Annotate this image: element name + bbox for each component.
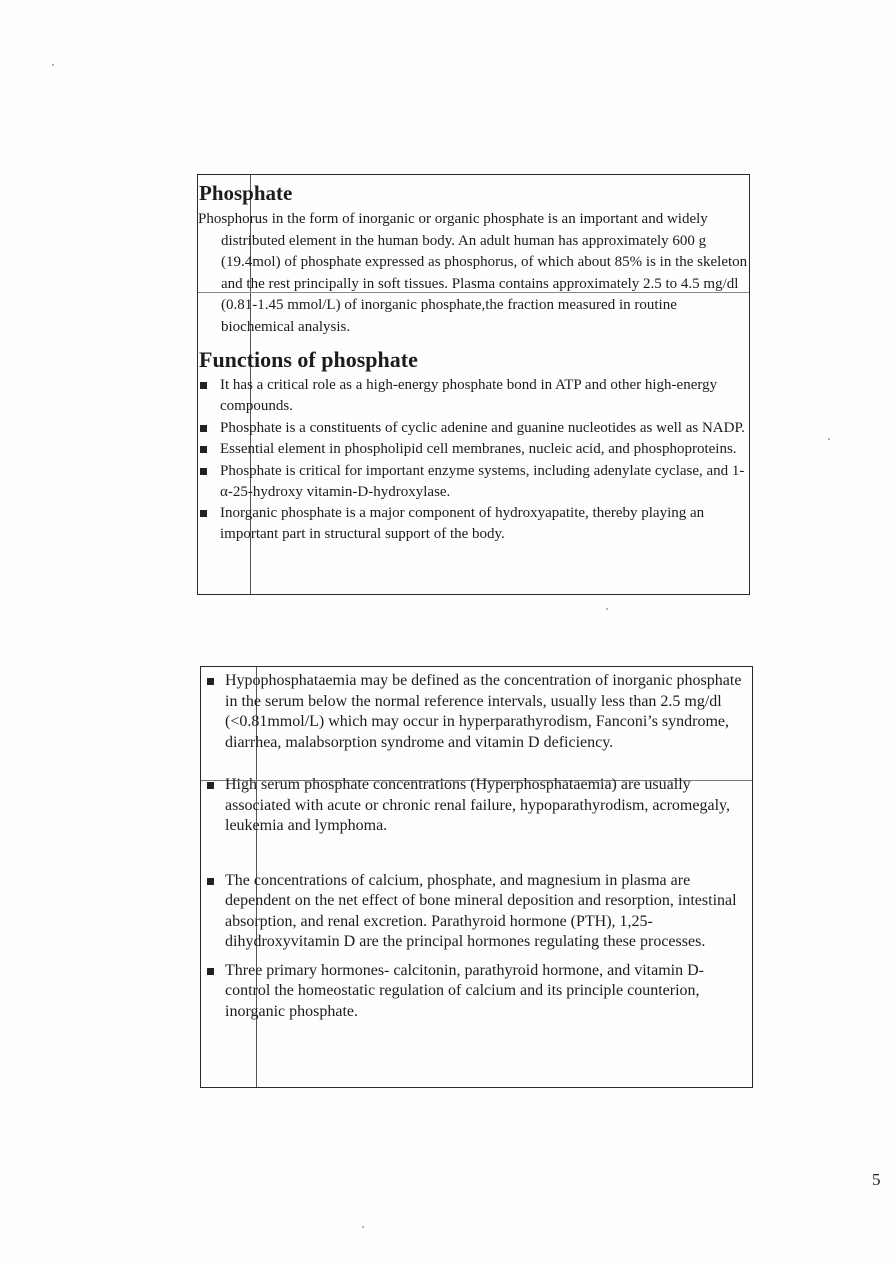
scan-line (198, 292, 749, 293)
bullet-square-icon (200, 382, 207, 389)
slide-phosphate (197, 174, 750, 595)
scan-speck (362, 1226, 364, 1228)
list-item: It has a critical role as a high-energy phosphate bond in ATP and other high-energy compounds. (198, 375, 746, 417)
bullet-square-icon (200, 468, 207, 475)
functions-list (198, 375, 746, 546)
bullet-square-icon (200, 425, 207, 432)
bullet-square-icon (207, 782, 214, 789)
page-number: 5 (872, 1170, 881, 1189)
list-item: Three primary hormones- calcitonin, parathyroid hormone, and vitamin D- control the homeostatic regulation of calcium and its principle counterion, inorganic phosphate. (201, 961, 751, 1023)
functions-heading: Functions of phosphate (199, 347, 418, 372)
intro-paragraph: Phosphorus in the form of inorganic or organic phosphate is an important and widely distributed element in the human body. An adult human has approximately 600 g (19.4mol) of phosphate expressed as phosphorus, of which about 85% is in the skeleton and the rest principally in soft tissues. Plasma contains approximately 2.5 to 4.5 mg/dl (0.81-1.45 mmol/L) of inorganic phosphate,the fraction measured in routine biochemical analysis. (198, 211, 748, 335)
list-item: The concentrations of calcium, phosphate, and magnesium in plasma are dependent on the net effect of bone mineral deposition and resorption, intestinal absorption, and renal excretion. Parathyroid hormone (PTH), 1,25-dihydroxyvitamin D are the principal hormones regulating these processes. (201, 871, 751, 953)
bullet-square-icon (207, 678, 214, 685)
bullet-square-icon (207, 878, 214, 885)
list-item: Phosphate is critical for important enzyme systems, including adenylate cyclase, and 1-α-25-hydroxy vitamin-D-hydroxylase. (198, 461, 746, 503)
bullet-square-icon (200, 446, 207, 453)
list-item: High serum phosphate concentrations (Hyperphosphataemia) are usually associated with acute or chronic renal failure, hypoparathyrodism, acromegaly, leukemia and lymphoma. (201, 775, 751, 837)
slide-title: Phosphate (199, 181, 293, 205)
bullet-square-icon (207, 968, 214, 975)
list-item: Essential element in phospholipid cell membranes, nucleic acid, and phosphoproteins. (198, 439, 746, 460)
disorders-list (201, 671, 751, 1023)
scan-speck (828, 438, 830, 440)
scan-speck (606, 608, 608, 610)
bullet-square-icon (200, 510, 207, 517)
slide-phosphate-disorders (200, 666, 753, 1088)
list-item: Phosphate is a constituents of cyclic adenine and guanine nucleotides as well as NADP. (198, 418, 746, 439)
list-item: Hypophosphataemia may be defined as the concentration of inorganic phosphate in the serum below the normal reference intervals, usually less than 2.5 mg/dl (<0.81mmol/L) which may occur in hyperparathyrodism, Fanconi’s syndrome, diarrhea, malabsorption syndrome and vitamin D deficiency. (201, 671, 751, 753)
list-item: Inorganic phosphate is a major component of hydroxyapatite, thereby playing an important part in structural support of the body. (198, 503, 746, 545)
scan-speck (52, 64, 54, 66)
